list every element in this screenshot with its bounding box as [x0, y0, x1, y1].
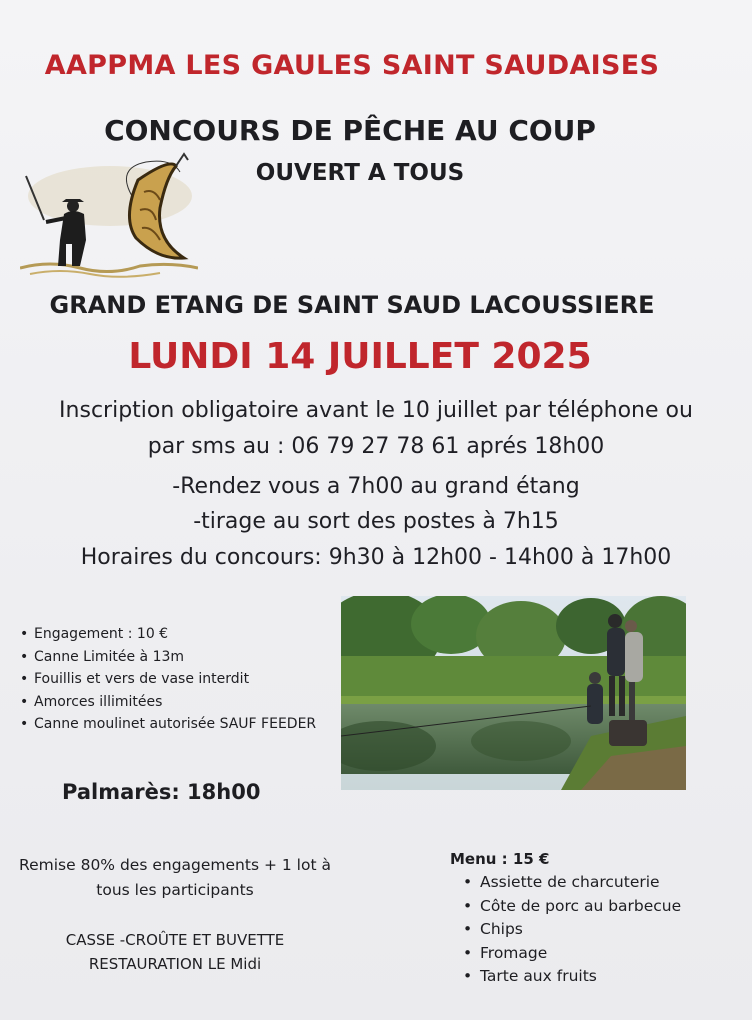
menu-list	[463, 871, 681, 989]
list-item: • Engagement : 10 €	[20, 623, 316, 646]
list-item: • Canne moulinet autorisée SAUF FEEDER	[20, 713, 316, 736]
list-item: • Canne Limitée à 13m	[20, 646, 316, 669]
casse-line: RESTAURATION LE Midi	[88, 955, 262, 973]
menu-item: • Fromage	[463, 942, 681, 966]
casse-croute-text	[0, 928, 350, 976]
venue: GRAND ETANG DE SAINT SAUD LACOUSSIERE	[49, 291, 655, 319]
fisherman-and-fish-icon	[20, 148, 198, 282]
menu-item: • Assiette de charcuterie	[463, 871, 681, 895]
info-draw: -tirage au sort des postes à 7h15	[193, 509, 559, 534]
event-date: LUNDI 14 JUILLET 2025	[128, 336, 592, 377]
page-title: CONCOURS DE PÊCHE AU COUP	[104, 114, 596, 147]
prize-time: Palmarès: 18h00	[62, 780, 261, 804]
list-item: • Amorces illimitées	[20, 691, 316, 714]
info-registration: Inscription obligatoire avant le 10 juillet par téléphone ou	[59, 398, 693, 423]
menu-title: Menu : 15 €	[450, 850, 550, 868]
organization-title: AAPPMA LES GAULES SAINT SAUDAISES	[44, 50, 660, 81]
casse-line: CASSE -CROÛTE ET BUVETTE	[65, 931, 285, 949]
rules-list	[20, 623, 316, 736]
info-phone: par sms au : 06 79 27 78 61 aprés 18h00	[147, 434, 605, 459]
info-schedule: Horaires du concours: 9h30 à 12h00 - 14h00 à 17h00	[80, 545, 672, 570]
remise-text	[0, 853, 350, 903]
anglers-at-pond-photo	[341, 596, 686, 790]
subtitle: OUVERT A TOUS	[255, 160, 465, 186]
list-item: • Fouillis et vers de vase interdit	[20, 668, 316, 691]
menu-item: • Tarte aux fruits	[463, 965, 681, 989]
menu-item: • Chips	[463, 918, 681, 942]
remise-line: Remise 80% des engagements + 1 lot à	[19, 856, 331, 874]
menu-item: • Côte de porc au barbecue	[463, 895, 681, 919]
remise-line: tous les participants	[96, 881, 254, 899]
info-meeting: -Rendez vous a 7h00 au grand étang	[172, 474, 580, 499]
